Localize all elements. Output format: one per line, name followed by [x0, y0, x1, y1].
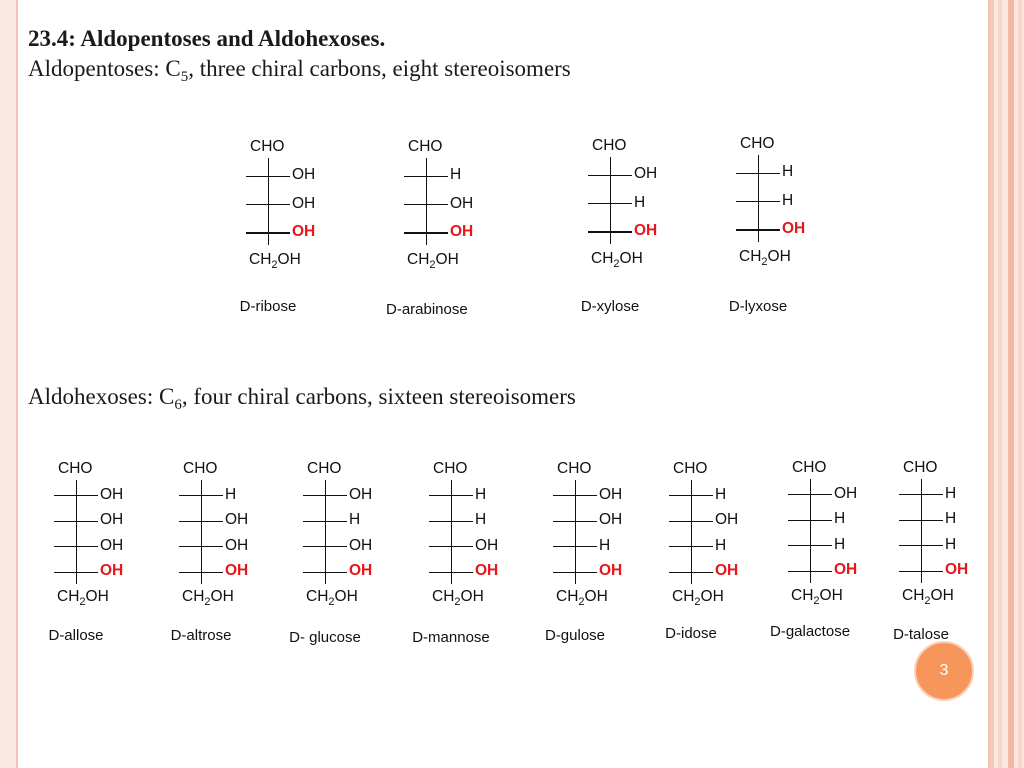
aldehyde-group: CHO [740, 135, 775, 152]
hydroxyl-label: OH [450, 194, 474, 212]
horizontal-bond [179, 546, 223, 547]
aldehyde-group: CHO [557, 460, 592, 477]
hydroxyl-label: OH [292, 166, 316, 184]
horizontal-bond [429, 572, 473, 573]
hydrogen-label: H [945, 535, 957, 553]
hydrogen-label: H [349, 511, 361, 528]
horizontal-bond [179, 495, 223, 496]
hydrogen-label: H [225, 485, 237, 503]
formula-part: OH [619, 250, 643, 268]
hydrogen-label: H [634, 193, 646, 211]
hydroxyl-label: OH [292, 222, 316, 240]
formula-part: CH [306, 587, 329, 605]
horizontal-bond [553, 495, 597, 496]
hydroxymethyl-group [249, 251, 301, 271]
hydroxyl-label: OH [599, 485, 623, 503]
horizontal-bond [303, 521, 347, 522]
subtitle-text: , four chiral carbons, sixteen stereoisomers [181, 384, 576, 409]
decorative-stripe [1018, 0, 1022, 768]
hydroxyl-label: OH [450, 222, 474, 240]
hydrogen-label: H [450, 166, 462, 184]
hydrogen-label: H [715, 485, 727, 503]
horizontal-bond [788, 571, 832, 572]
horizontal-bond [788, 520, 832, 521]
horizontal-bond [553, 572, 597, 573]
decorative-stripe [1008, 0, 1014, 768]
aldehyde-group: CHO [250, 138, 285, 155]
hydroxymethyl-group [672, 588, 724, 608]
hydroxyl-label: OH [475, 536, 499, 554]
hydroxymethyl-group [407, 251, 459, 271]
formula-part: OH [460, 587, 484, 605]
horizontal-bond [788, 545, 832, 546]
hydroxyl-label: OH [225, 511, 249, 528]
decorative-stripe [990, 0, 994, 768]
horizontal-bond [553, 546, 597, 547]
horizontal-bond [404, 204, 448, 205]
subtitle-subscript: 6 [174, 397, 182, 413]
hydroxymethyl-group [902, 587, 954, 607]
aldehyde-group: CHO [58, 460, 93, 477]
hydroxymethyl-group [182, 588, 234, 608]
horizontal-bond [899, 494, 943, 495]
horizontal-bond [553, 521, 597, 522]
hydrogen-label: H [715, 536, 727, 554]
sugar-name-label: D-mannose [412, 629, 490, 646]
horizontal-bond [588, 175, 632, 176]
hydroxyl-label: OH [292, 194, 316, 212]
sugar-name-label: D-ribose [239, 298, 297, 315]
sugar-name-label: D-arabinose [386, 301, 468, 318]
formula-part: 2 [613, 258, 620, 271]
formula-part: 2 [79, 595, 86, 608]
horizontal-bond [303, 572, 347, 573]
hydroxyl-label: OH [715, 562, 739, 579]
hydroxyl-label: OH [475, 562, 499, 579]
formula-part: CH [432, 587, 455, 605]
horizontal-bond [669, 521, 713, 522]
sugar-name-label: D-idose [665, 625, 717, 642]
horizontal-bond [736, 201, 780, 202]
hydroxyl-label: OH [349, 562, 373, 579]
hydroxyl-label: OH [225, 536, 249, 554]
horizontal-bond [899, 571, 943, 572]
formula-part: OH [930, 586, 954, 604]
aldehyde-group: CHO [408, 138, 443, 155]
horizontal-bond [246, 232, 290, 233]
hydrogen-label: H [945, 484, 957, 502]
aldehyde-group: CHO [673, 460, 708, 477]
hydroxyl-label: OH [100, 485, 124, 503]
horizontal-bond [404, 176, 448, 177]
hydroxyl-label: OH [834, 561, 858, 578]
hydroxyl-label: OH [349, 536, 373, 554]
sugar-name-label: D-gulose [544, 627, 606, 644]
hydroxymethyl-group [556, 588, 608, 608]
horizontal-bond [303, 546, 347, 547]
formula-part: 2 [813, 594, 820, 607]
hydroxyl-label: OH [225, 562, 249, 579]
aldehyde-group: CHO [183, 460, 218, 477]
hexose-subtitle [28, 382, 576, 420]
decorative-stripe [998, 0, 1002, 768]
hydroxyl-label: OH [715, 511, 739, 528]
formula-part: 2 [454, 595, 461, 608]
horizontal-bond [899, 545, 943, 546]
hydrogen-label: H [599, 536, 611, 554]
hydroxyl-label: OH [634, 221, 658, 239]
formula-part: CH [407, 251, 430, 269]
hydroxymethyl-group [791, 587, 843, 607]
formula-part: OH [85, 587, 109, 605]
hydrogen-label: H [782, 163, 794, 181]
formula-part: OH [700, 587, 724, 605]
title-block [28, 24, 571, 92]
aldehyde-group: CHO [307, 460, 342, 477]
hydrogen-label: H [475, 511, 487, 528]
horizontal-bond [788, 494, 832, 495]
hydroxymethyl-group [591, 250, 643, 270]
formula-part: 2 [578, 595, 585, 608]
formula-part: 2 [429, 259, 436, 272]
horizontal-bond [54, 546, 98, 547]
horizontal-bond [429, 495, 473, 496]
subtitle-text: Aldohexoses: C [28, 384, 175, 409]
hydroxyl-label: OH [100, 536, 124, 554]
hydroxyl-label: OH [782, 219, 806, 237]
formula-part: CH [902, 586, 925, 604]
formula-part: OH [767, 248, 791, 266]
horizontal-bond [429, 521, 473, 522]
hydrogen-label: H [475, 485, 487, 503]
hydroxyl-label: OH [834, 484, 858, 502]
hydrogen-label: H [945, 510, 957, 527]
formula-part: CH [672, 587, 695, 605]
page-number-badge: 3 [914, 641, 974, 701]
formula-part: CH [57, 587, 80, 605]
subtitle-subscript: 5 [180, 69, 189, 85]
formula-part: OH [435, 251, 459, 269]
formula-part: 2 [761, 256, 768, 269]
formula-part: CH [739, 248, 762, 266]
sugar-name-label: D-xylose [580, 298, 640, 315]
formula-part: OH [584, 587, 608, 605]
horizontal-bond [429, 546, 473, 547]
hydroxymethyl-group [306, 588, 358, 608]
horizontal-bond [246, 204, 290, 205]
sugar-name-label: D-lyxose [728, 298, 788, 315]
aldehyde-group: CHO [792, 459, 827, 476]
aldehyde-group: CHO [433, 460, 468, 477]
horizontal-bond [54, 572, 98, 573]
horizontal-bond [54, 521, 98, 522]
hydroxyl-label: OH [599, 562, 623, 579]
horizontal-bond [179, 572, 223, 573]
horizontal-bond [669, 546, 713, 547]
horizontal-bond [54, 495, 98, 496]
hydrogen-label: H [834, 510, 846, 527]
horizontal-bond [736, 229, 780, 230]
horizontal-bond [588, 231, 632, 232]
hydroxyl-label: OH [100, 562, 124, 579]
formula-part: CH [591, 250, 614, 268]
formula-part: 2 [204, 595, 211, 608]
subtitle-text: , three chiral carbons, eight stereoisomers [188, 56, 571, 81]
formula-part: 2 [271, 259, 278, 272]
hydrogen-label: H [834, 535, 846, 553]
hydrogen-label: H [782, 191, 794, 209]
horizontal-bond [899, 520, 943, 521]
formula-part: 2 [924, 594, 931, 607]
hydroxyl-label: OH [349, 485, 373, 503]
formula-part: CH [791, 586, 814, 604]
aldehyde-group: CHO [903, 459, 938, 476]
horizontal-bond [669, 572, 713, 573]
hydroxymethyl-group [57, 588, 109, 608]
formula-part: CH [556, 587, 579, 605]
formula-part: OH [334, 587, 358, 605]
formula-part: OH [210, 587, 234, 605]
hydroxyl-label: OH [634, 165, 658, 183]
hydroxymethyl-group [739, 248, 791, 268]
horizontal-bond [246, 176, 290, 177]
horizontal-bond [303, 495, 347, 496]
formula-part: 2 [328, 595, 335, 608]
sugar-name-label: D- glucose [289, 629, 361, 646]
subtitle-text: Aldopentoses: C [28, 56, 181, 81]
hydroxymethyl-group [432, 588, 484, 608]
formula-part: CH [182, 587, 205, 605]
horizontal-bond [404, 232, 448, 233]
hydroxyl-label: OH [599, 511, 623, 528]
slide-title: 23.4: Aldopentoses and Aldohexoses. [28, 26, 386, 51]
formula-part: OH [277, 251, 301, 269]
pentose-subtitle [28, 54, 571, 92]
hydroxyl-label: OH [945, 561, 969, 578]
aldehyde-group: CHO [592, 137, 627, 154]
formula-part: 2 [694, 595, 701, 608]
formula-part: OH [819, 586, 843, 604]
formula-part: CH [249, 251, 272, 269]
horizontal-bond [736, 173, 780, 174]
sugar-name-label: D-galactose [770, 623, 851, 640]
sugar-name-label: D-altrose [170, 627, 232, 644]
horizontal-bond [669, 495, 713, 496]
hydroxyl-label: OH [100, 511, 124, 528]
horizontal-bond [588, 203, 632, 204]
horizontal-bond [179, 521, 223, 522]
sugar-name-label: D-allose [48, 627, 104, 644]
sugar-name-label: D-talose [893, 626, 949, 643]
